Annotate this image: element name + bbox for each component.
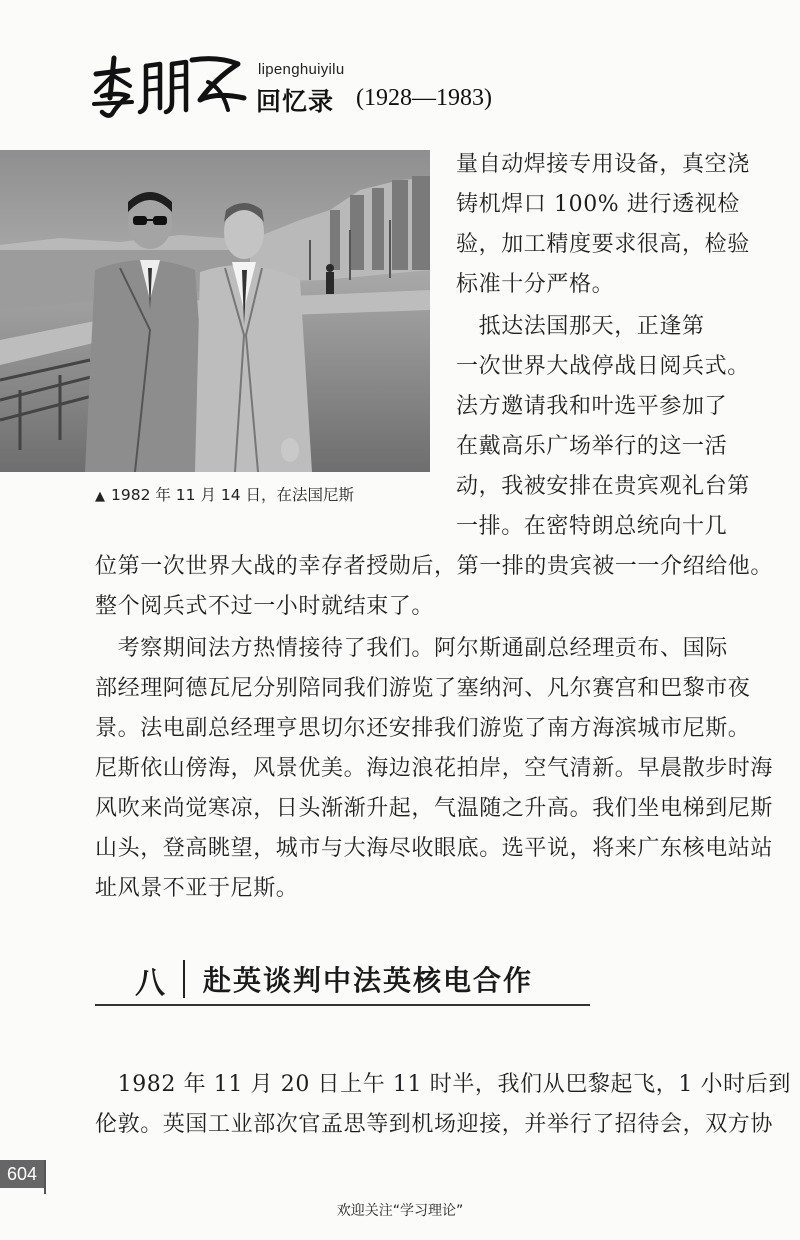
text-line: 在戴高乐广场举行的这一活 [456, 434, 728, 459]
text-line: 动，我被安排在贵宾观礼台第 [456, 474, 750, 499]
triangle-marker-icon: ▲ [95, 489, 105, 504]
text-line: 一排。在密特朗总统向十几 [456, 514, 728, 539]
section-number: 八 [135, 966, 165, 1001]
text-line: 法方邀请我和叶选平参加了 [456, 394, 728, 419]
text-line: 考察期间法方热情接待了我们。阿尔斯通副总经理贡布、国际 [95, 636, 728, 661]
section-underline [95, 1004, 590, 1006]
header-years: (1928—1983) [356, 85, 492, 111]
text-line: 量自动焊接专用设备，真空浇 [456, 152, 750, 177]
page-number-rule [44, 1160, 46, 1194]
text-line: 标准十分严格。 [456, 272, 615, 297]
section-heading [95, 950, 590, 1006]
text-line: 景。法电副总经理亨思切尔还安排我们游览了南方海滨城市尼斯。 [95, 716, 751, 741]
page-number: 604 [0, 1160, 44, 1188]
text-line: 部经理阿德瓦尼分别陪同我们游览了塞纳河、凡尔赛宫和巴黎市夜 [95, 676, 751, 701]
section-divider [183, 960, 185, 998]
book-header [88, 52, 508, 122]
photo-two-men-nice [0, 150, 430, 472]
text-line: 抵达法国那天，正逢第 [456, 314, 705, 339]
text-line: 1982 年 11 月 20 日上午 11 时半，我们从巴黎起飞，1 小时后到 [95, 1072, 791, 1097]
text-line: 整个阅兵式不过一小时就结束了。 [95, 594, 435, 619]
text-line: 验，加工精度要求很高，检验 [456, 232, 750, 257]
text-line: 址风景不亚于尼斯。 [95, 876, 299, 901]
text-line: 铸机焊口 100% 进行透视检 [456, 192, 740, 217]
header-pinyin: lipenghuiyilu [258, 61, 345, 78]
footer-note: 欢迎关注“学习理论” [336, 1203, 464, 1219]
calligraphy-logo [88, 52, 258, 122]
text-line: 一次世界大战停战日阅兵式。 [456, 354, 750, 379]
header-title: 回忆录 [256, 87, 335, 116]
text-line: 伦敦。英国工业部次官孟思等到机场迎接，并举行了招待会，双方协 [95, 1112, 774, 1137]
photo-caption [95, 483, 354, 505]
text-line: 风吹来尚觉寒凉，日头渐渐升起，气温随之升高。我们坐电梯到尼斯 [95, 796, 774, 821]
text-line: 位第一次世界大战的幸存者授勋后，第一排的贵宾被一一介绍给他。 [95, 554, 774, 579]
photo-caption-text: 1982 年 11 月 14 日，在法国尼斯 [111, 486, 355, 504]
text-line: 尼斯依山傍海，风景优美。海边浪花拍岸，空气清新。早晨散步时海 [95, 756, 774, 781]
section-title: 赴英谈判中法英核电合作 [203, 964, 534, 997]
text-line: 山头，登高眺望，城市与大海尽收眼底。选平说，将来广东核电站站 [95, 836, 774, 861]
